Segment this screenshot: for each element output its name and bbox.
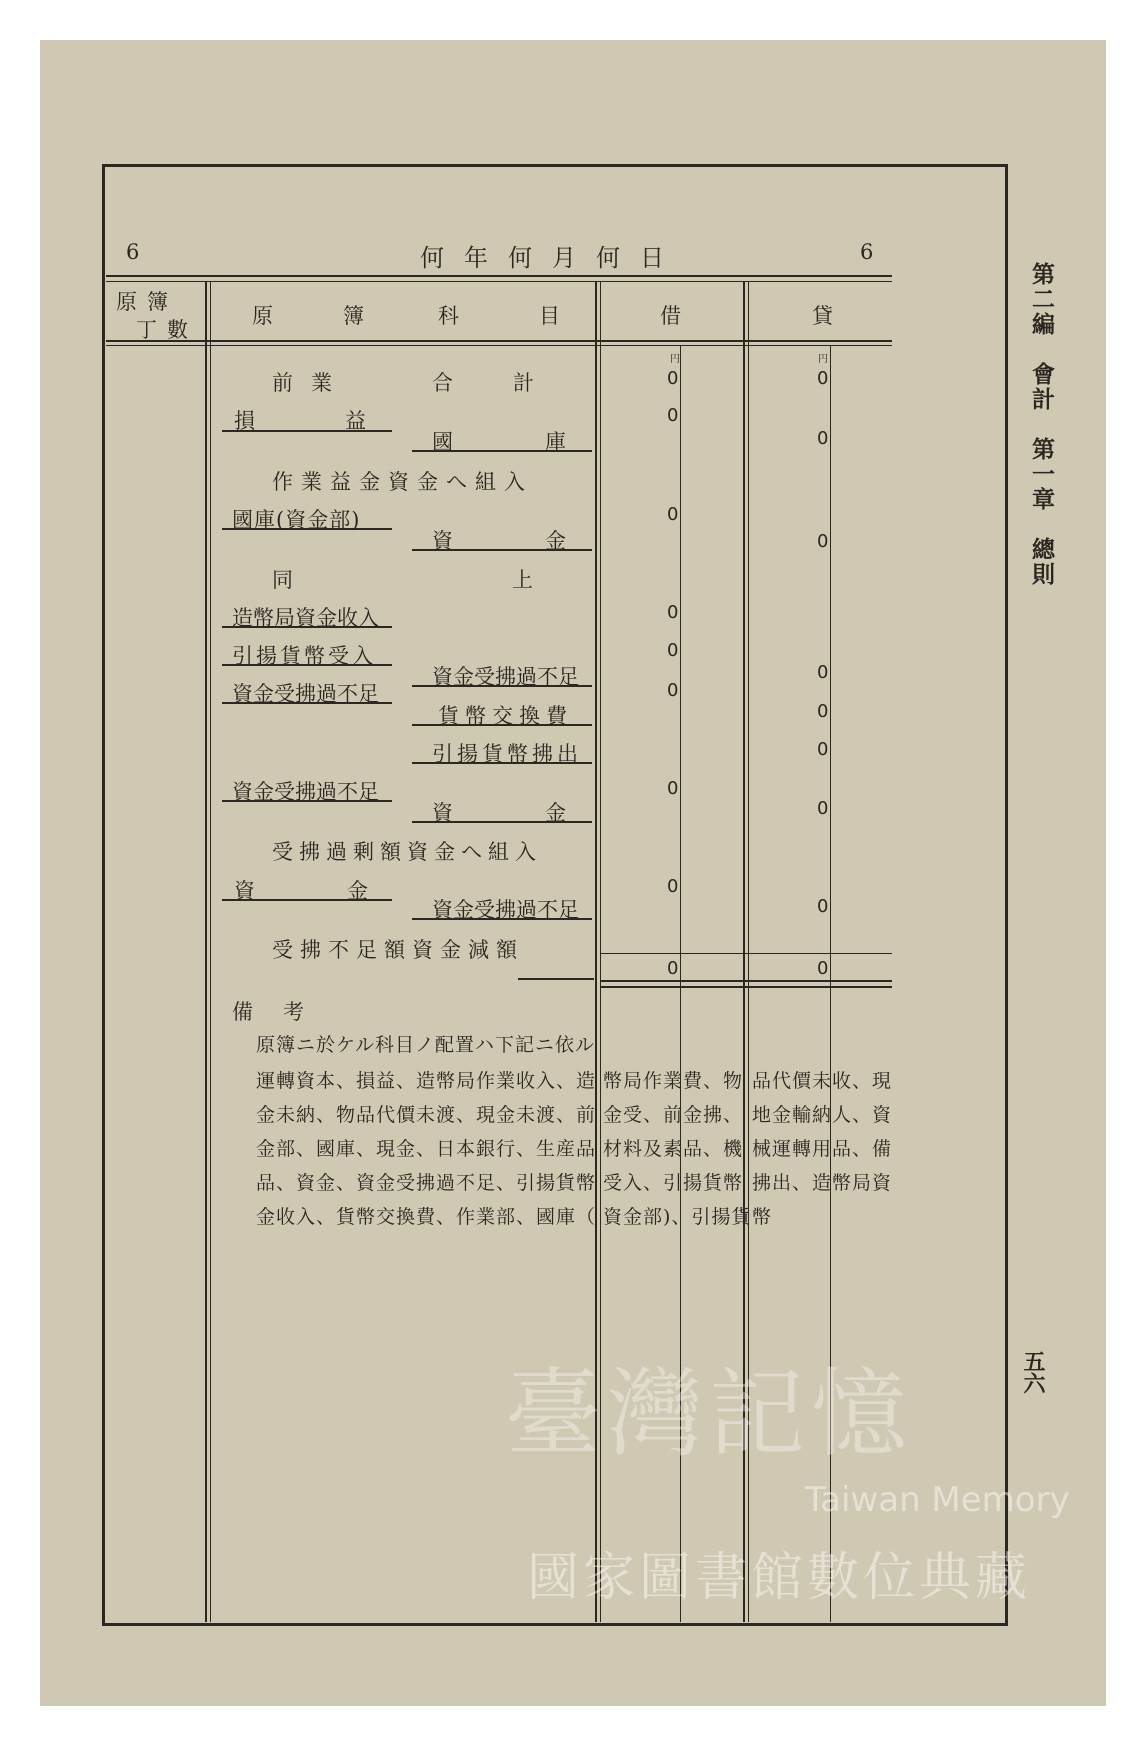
col-account-a: 原簿 — [252, 304, 434, 328]
notes-mid-line: 金受、前金拂、 — [603, 1104, 744, 1126]
entry-underline-16 — [222, 899, 392, 901]
notes-right-line: 幣 — [752, 1206, 773, 1228]
notes-left-line: 運轉資本、損益、造幣局作業收入、造 — [256, 1070, 597, 1092]
closing-rule-account — [518, 978, 594, 980]
entry-debit-13: 0 — [667, 778, 679, 799]
yen-mark-credit: 円 — [818, 354, 828, 365]
entry-debit-16: 0 — [667, 876, 679, 897]
notes-mid-line: 受入、引揚貨幣 — [603, 1172, 744, 1194]
entry-right-12: 引揚貨幣拂出 — [432, 742, 582, 766]
entry-debit-7: 0 — [667, 602, 679, 623]
entry-underline-12 — [412, 762, 592, 764]
page-number-right: 6 — [860, 240, 876, 264]
col-ref-line2: 丁數 — [136, 318, 198, 342]
notes-mid-line: 幣局作業費、物 — [603, 1070, 744, 1092]
notes-title: 備考 — [232, 1000, 334, 1024]
entry-left-4: 國庫(資金部) — [232, 508, 361, 532]
entry-credit-14: 0 — [817, 798, 829, 819]
notes-right-line: 械運轉用品、備 — [752, 1138, 893, 1160]
entry-memo-18: 受拂不足額資金減額 — [272, 938, 524, 962]
entry-underline-7 — [222, 626, 392, 628]
entry-credit-12: 0 — [817, 739, 829, 760]
entry-left-8: 引揚貨幣受入 — [232, 644, 376, 668]
watermark-chinese: 國家圖書館數位典藏 — [527, 1548, 1032, 1608]
entry-credit-9: 0 — [817, 662, 829, 683]
date-label: 何年何月何日 — [420, 244, 684, 272]
totals-rule-bottom-2 — [600, 986, 892, 988]
entry-underline-1 — [222, 430, 392, 432]
entry-right-11: 貨幣交換費 — [438, 704, 573, 728]
entry-credit-2: 0 — [817, 428, 829, 449]
entry-left-6: 同 — [272, 568, 295, 592]
chapter-heading: 第二編 會計 第一章 總則 — [1028, 262, 1055, 587]
header-rule — [106, 275, 892, 277]
header-rule-2 — [106, 281, 892, 282]
total-credit: 0 — [817, 958, 829, 979]
entry-left-13: 資金受拂過不足 — [232, 780, 379, 804]
entry-debit-8: 0 — [667, 640, 679, 661]
notes-left-line: 金未納、物品代價未渡、現金未渡、前 — [256, 1104, 597, 1126]
notes-left-line: 金部、國庫、現金、日本銀行、生産品 — [256, 1138, 597, 1160]
entry-debit-1: 0 — [667, 405, 679, 426]
entry-left-0: 前業 — [272, 371, 350, 395]
entry-credit-11: 0 — [817, 701, 829, 722]
entry-debit-0: 0 — [667, 368, 679, 389]
entry-memo-15: 受拂過剰額資金へ組入 — [272, 840, 542, 864]
entry-underline-9 — [412, 685, 592, 687]
column-header-rule-2 — [106, 345, 892, 346]
entry-left-10: 資金受拂過不足 — [232, 682, 379, 706]
notes-left-line: 金收入、貨幣交換費、作業部、國庫（ — [256, 1206, 597, 1228]
entry-underline-8 — [222, 664, 392, 666]
entry-underline-11 — [412, 724, 592, 726]
entry-left-16: 資金 — [234, 879, 460, 903]
entry-debit-4: 0 — [667, 504, 679, 525]
notes-mid-line: 材料及素品、機 — [603, 1138, 744, 1160]
entry-right-9: 資金受拂過不足 — [432, 665, 579, 689]
entry-underline-5 — [412, 549, 592, 551]
col-ref-line1: 原簿 — [116, 290, 178, 314]
notes-line-0: 原簿ニ於ケル科目ノ配置ハ下記ニ依ル — [256, 1034, 596, 1056]
entry-left-1: 損益 — [234, 409, 456, 433]
entry-right-6: 上 — [512, 568, 535, 592]
page-number-kanji: 五六 — [1020, 1350, 1046, 1394]
notes-right-line: 地金輸納人、資 — [752, 1104, 893, 1126]
entry-right-14: 資金 — [432, 801, 658, 825]
entry-underline-13 — [222, 800, 392, 802]
entry-memo-3: 作業益金資金へ組入 — [272, 470, 533, 494]
totals-rule-top — [600, 953, 892, 954]
entry-underline-10 — [222, 702, 392, 704]
page-number-left: 6 — [126, 240, 142, 264]
entry-right-5: 資金 — [432, 529, 658, 553]
entry-underline-17 — [412, 918, 592, 920]
entry-debit-10: 0 — [667, 680, 679, 701]
entry-right-17: 資金受拂過不足 — [432, 898, 579, 922]
col-divider-ref-2 — [210, 282, 211, 1622]
yen-mark-debit: 円 — [670, 354, 680, 365]
entry-right-2: 國庫 — [432, 430, 658, 454]
watermark-logo: 臺灣記憶 — [505, 1358, 913, 1470]
col-account-b: 科目 — [438, 304, 640, 328]
col-divider-ref — [205, 282, 207, 1622]
entry-left-7: 造幣局資金收入 — [232, 606, 379, 630]
notes-mid-line: 資金部)、引揚貨 — [603, 1206, 752, 1228]
col-credit: 貸 — [812, 304, 835, 328]
total-debit: 0 — [667, 958, 679, 979]
entry-underline-2 — [412, 450, 592, 452]
entry-credit-0: 0 — [817, 368, 829, 389]
notes-right-line: 品代價未收、現 — [752, 1070, 893, 1092]
entry-credit-17: 0 — [817, 896, 829, 917]
watermark-english: Taiwan Memory — [805, 1480, 1070, 1520]
entry-right-0: 合計 — [432, 371, 594, 395]
column-header-rule — [106, 340, 892, 342]
entry-underline-4 — [222, 528, 392, 530]
entry-credit-5: 0 — [817, 531, 829, 552]
totals-rule-bottom — [600, 980, 892, 982]
entry-underline-14 — [412, 821, 592, 823]
notes-left-line: 品、資金、資金受拂過不足、引揚貨幣 — [256, 1172, 597, 1194]
notes-right-line: 拂出、造幣局資 — [752, 1172, 893, 1194]
col-debit: 借 — [660, 304, 683, 328]
